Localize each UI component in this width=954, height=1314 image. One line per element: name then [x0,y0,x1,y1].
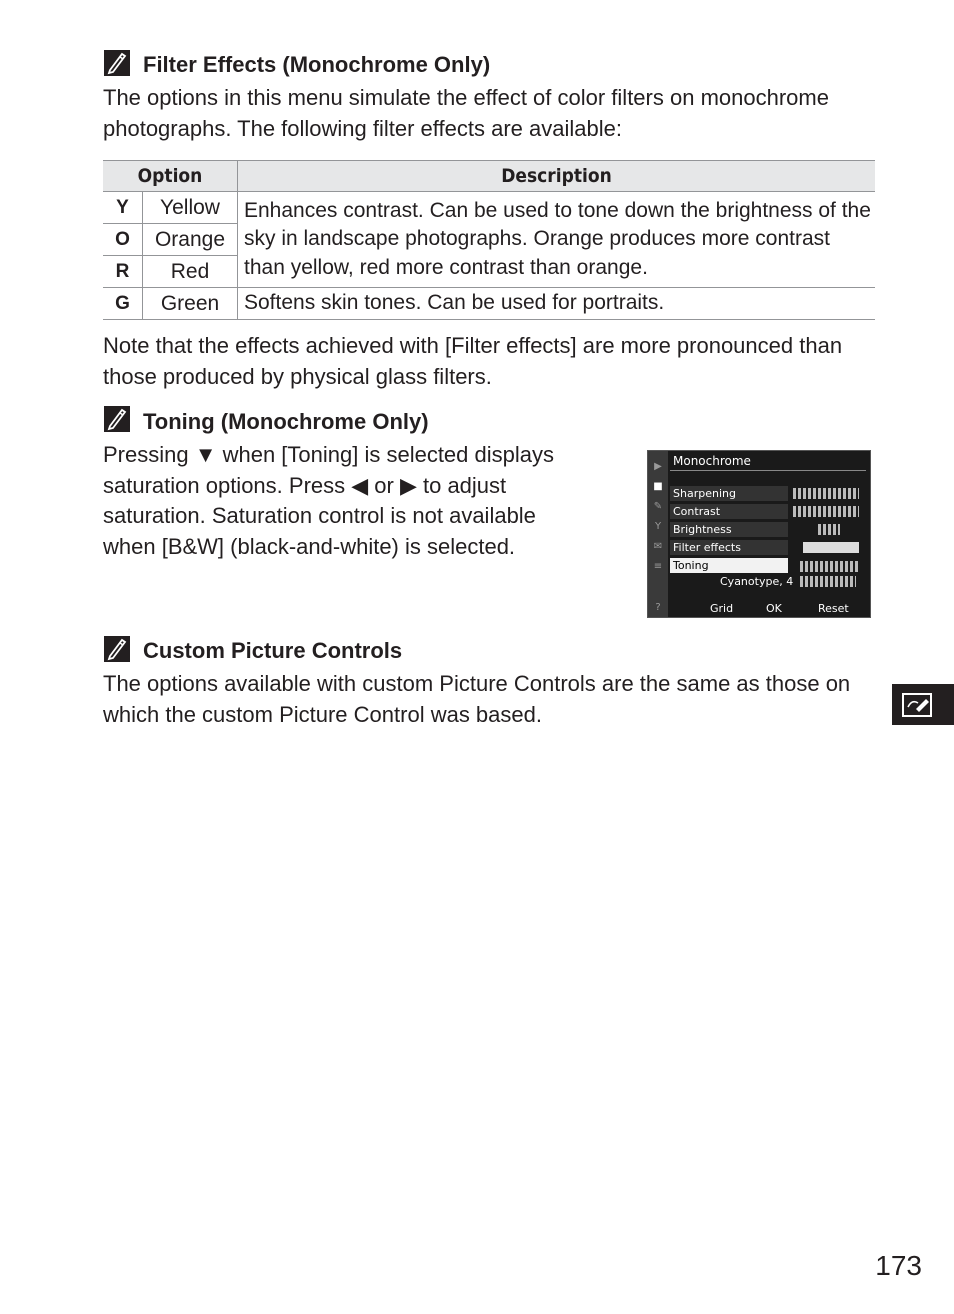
page-number: 173 [875,1250,922,1281]
option-color: Green [143,288,238,320]
custom-picture-controls-paragraph: The options available with custom Picture Controls are the same as those on which the custom Picture Control was based. [103,671,851,727]
contrast-value-bar [793,506,859,517]
brightness-value-bar [818,524,840,535]
section-heading-filter-effects: Filter Effects (Monochrome Only) [143,52,491,77]
camera-icon: ■ [653,481,663,492]
table-row [103,288,875,320]
sharpening-value-bar [793,488,859,499]
pencil-note-icon [104,406,130,432]
camera-menu-row-contrast: Contrast [670,504,788,519]
filter-effects-intro [103,83,863,144]
toning-body [103,440,593,562]
camera-menu-row-brightness: Brightness [670,522,788,537]
filter-effects-value [803,542,859,553]
camera-menu-screenshot [647,450,871,618]
pencil-note-icon [104,636,130,662]
option-letter: R [103,256,143,288]
option-letter: G [103,288,143,320]
toning-sub-value: Cyanotype, 4 [720,575,794,588]
playback-icon: ▶ [654,461,662,472]
section-heading-toning: Toning (Monochrome Only) [143,409,429,434]
reset-label: Reset [818,602,849,615]
option-color: Yellow [143,192,238,224]
shooting-menu-tab-icon [892,684,954,725]
camera-menu-row-sharpening: Sharpening [670,486,788,501]
camera-menu-row-filter-effects: Filter effects [670,540,788,555]
camera-menu-divider [670,470,866,471]
setup-icon: Y [654,521,662,532]
toning-value-bar [800,561,860,572]
camera-menu-title: Monochrome [673,454,751,468]
table-header-description: Description [238,161,876,192]
option-letter: Y [103,192,143,224]
table-header-option: Option [103,161,238,192]
option-description: Enhances contrast. Can be used to tone down the brightness of the sky in landscape photographs. Orange produces more contrast than yellow, red more contrast than orange. [238,192,876,288]
toning-paragraph: Pressing ▼ when [Toning] is selected displays saturation options. Press ◀ or ▶ to adjust saturation. Saturation control is not available when [B&W] (black-and-white) is selected. [103,442,554,559]
retouch-icon: ✉ [653,541,663,552]
table-row [103,192,875,224]
option-color: Orange [143,224,238,256]
camera-menu-row-toning: Toning [670,558,788,573]
pencil-note-icon [104,50,130,76]
camera-menu-bottom-bar [648,601,870,617]
note-paragraph: Note that the effects achieved with [Filter effects] are more pronounced than those produced by physical glass filters. [103,333,843,389]
option-color: Red [143,256,238,288]
filter-effects-table [103,160,875,320]
option-description: Softens skin tones. Can be used for portraits. [238,288,876,320]
intro-paragraph: The options in this menu simulate the effect of color filters on monochrome photographs. The following filter effects are available: [103,85,829,141]
ok-label: OK [766,602,782,615]
grid-label: Grid [710,602,734,615]
camera-menu-sidebar [648,451,668,617]
filter-effects-note [103,331,863,392]
recent-settings-icon: ≡ [653,561,663,572]
help-icon: ? [655,602,661,613]
section-heading-custom-picture-controls: Custom Picture Controls [143,638,403,663]
option-letter: O [103,224,143,256]
saturation-value-bar [800,576,856,587]
custom-picture-controls-body [103,669,873,730]
custom-settings-icon: ✎ [653,501,663,512]
